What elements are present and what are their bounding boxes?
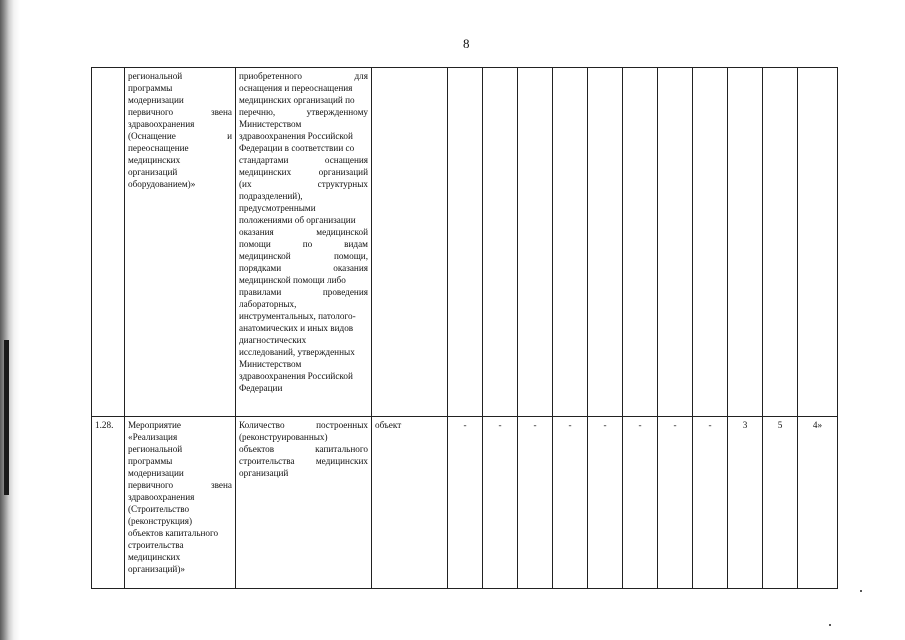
value-cell: - bbox=[483, 417, 518, 589]
scan-speck bbox=[860, 590, 862, 592]
measure-name-cell: региональной программы модернизации первичного звена здравоохранения (Оснащение и переоснащение медицинских организаций оборудованием)» bbox=[125, 68, 236, 417]
value-cell bbox=[658, 68, 693, 417]
value-cell bbox=[763, 68, 798, 417]
value-cell: 4» bbox=[798, 417, 838, 589]
value-cell: - bbox=[693, 417, 728, 589]
value-cell: - bbox=[588, 417, 623, 589]
value-cell: - bbox=[518, 417, 553, 589]
unit-cell: объект bbox=[372, 417, 448, 589]
page-number: 8 bbox=[463, 36, 470, 51]
table-row bbox=[92, 417, 838, 589]
measure-name-cell: Мероприятие «Реализация региональной программы модернизации первичного звена здравоохранения (Строительство (реконструкция) объектов капитального строительства медицинских организаций)» bbox=[125, 417, 236, 589]
scan-edge-shadow bbox=[0, 0, 20, 640]
value-cell: - bbox=[623, 417, 658, 589]
value-cell: 5 bbox=[763, 417, 798, 589]
value-cell bbox=[798, 68, 838, 417]
program-table bbox=[91, 67, 838, 589]
indicator-cell: приобретенного для оснащения и переоснащения медицинских организаций по перечню, утвержденному Министерством здравоохранения Российской Федерации в соответствии со стандартами оснащения медицинских организаций (их структурных подразделений), предусмотренными положениями об организации оказания медицинской помощи по видам медицинской помощи, порядками оказания медицинской помощи либо правилами проведения лабораторных, инструментальных, патолого- анатомических и иных видов диагностических исследований, утвержденных Министерством здравоохранения Российской Федерации bbox=[236, 68, 372, 417]
value-cell bbox=[518, 68, 553, 417]
value-cell: - bbox=[553, 417, 588, 589]
value-cell bbox=[728, 68, 763, 417]
value-cell bbox=[693, 68, 728, 417]
row-number-cell: 1.28. bbox=[92, 417, 125, 589]
row-number-cell bbox=[92, 68, 125, 417]
scan-speck bbox=[829, 624, 831, 626]
value-cell: - bbox=[658, 417, 693, 589]
table-row bbox=[92, 68, 838, 417]
value-cell bbox=[623, 68, 658, 417]
value-cell: 3 bbox=[728, 417, 763, 589]
value-cell: - bbox=[448, 417, 483, 589]
indicator-cell: Количество построенных (реконструированных) объектов капитального строительства медицинских организаций bbox=[236, 417, 372, 589]
value-cell bbox=[588, 68, 623, 417]
value-cell bbox=[483, 68, 518, 417]
value-cell bbox=[553, 68, 588, 417]
unit-cell bbox=[372, 68, 448, 417]
value-cell bbox=[448, 68, 483, 417]
scan-binding-mark bbox=[4, 340, 9, 495]
